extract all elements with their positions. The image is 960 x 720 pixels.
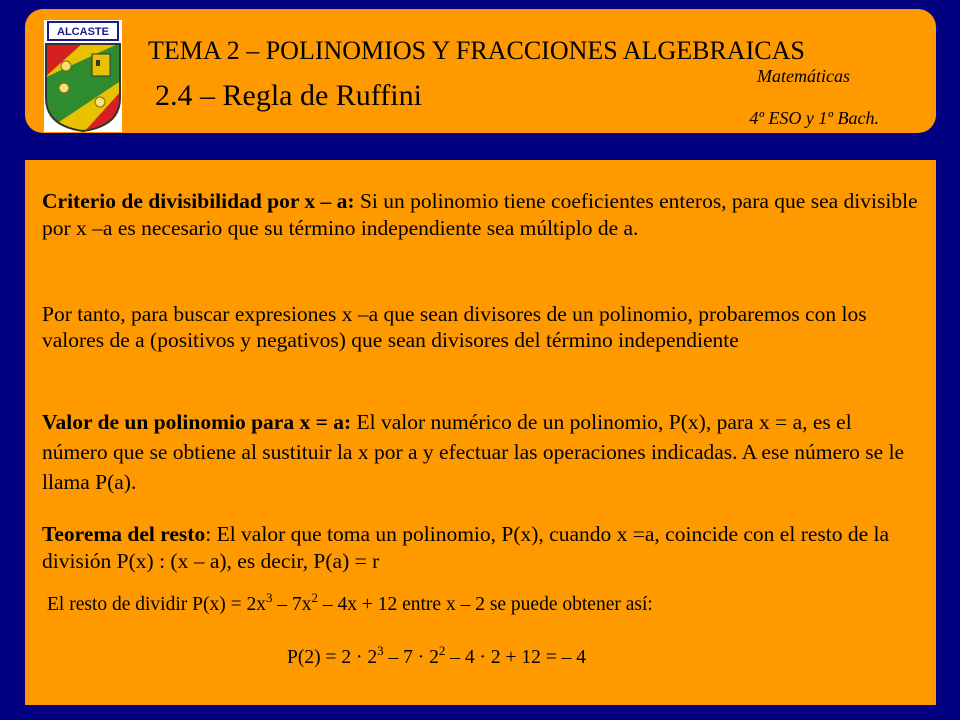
polynomial-value-paragraph <box>42 407 922 497</box>
divisor-search-paragraph: Por tanto, para buscar expresiones x –a que sean divisores de un polinomio, probaremos con los valores de a (positivos y negativos) que sean divisores del término independiente <box>42 302 867 352</box>
remainder-theorem-paragraph <box>42 521 922 575</box>
subject-label: Matemáticas <box>757 66 850 86</box>
divisibility-criterion-paragraph <box>42 188 922 242</box>
polynomial-value-heading: Valor de un polinomio para x = a: <box>42 410 352 434</box>
school-crest-logo <box>44 20 122 132</box>
section-title: 2.4 – Regla de Ruffini <box>155 79 422 112</box>
remainder-theorem-text: : El valor que toma un polinomio, P(x), cuando x =a, coincide con el resto de la división P(x) : (x – a), es decir, P(a) = r <box>42 522 890 573</box>
example-statement: El resto de dividir $P(x) = 2x^3 - 7x^2 - 4x + 12$ entre x – 2 se puede obtener así: <box>47 590 653 615</box>
polynomial-value-text: El valor numérico de un polinomio, P(x), para x = a, es el número que se obtiene al sustituir la x por a y efectuar las operaciones indicadas. A ese número se le llama P(a). <box>42 410 905 494</box>
topic-title: TEMA 2 – POLINOMIOS Y FRACCIONES ALGEBRAICAS <box>148 36 805 65</box>
content-panel <box>25 160 936 705</box>
remainder-theorem-heading: Teorema del resto <box>42 522 206 546</box>
level-label: 4º ESO y 1º Bach. <box>749 108 879 128</box>
svg-text:ALCASTE: ALCASTE <box>57 26 109 38</box>
header-panel <box>25 9 936 133</box>
divisibility-criterion-heading: Criterio de divisibilidad por x – a: <box>42 189 355 213</box>
example-calculation: $P(2) = 2 \cdot 2^3 - 7 \cdot 2^2 - 4 \cdot 2 + 12$ = – 4 <box>287 643 586 668</box>
divisibility-criterion-text: Si un polinomio tiene coeficientes enteros, para que sea divisible por x –a es necesario que su término independiente sea múltiplo de a. <box>42 189 918 240</box>
